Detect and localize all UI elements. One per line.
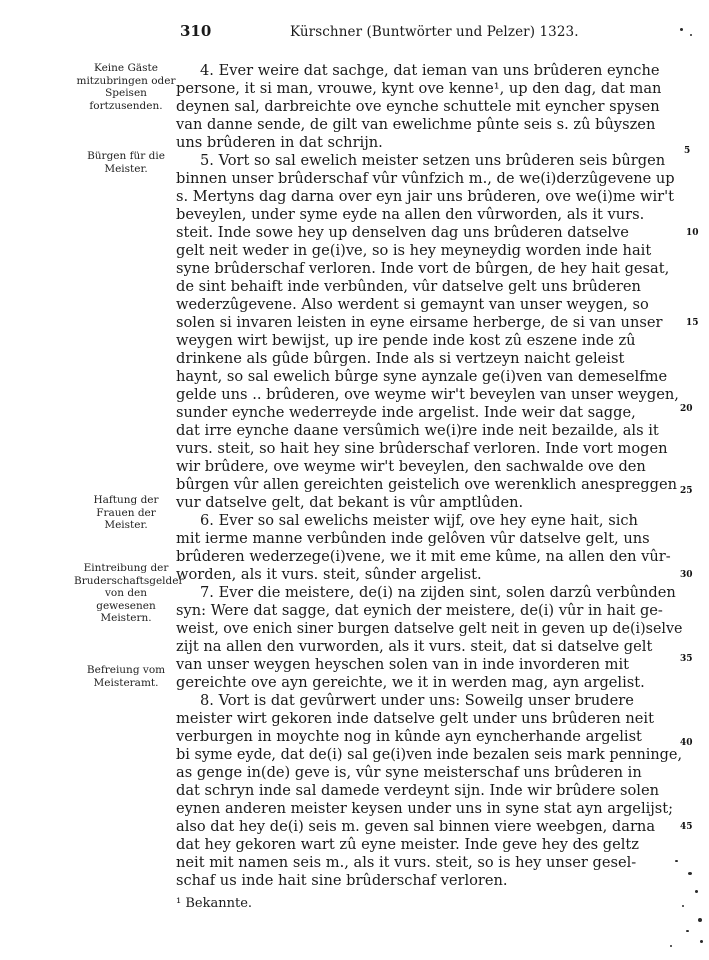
text-line: de sint behaift inde verbûnden, vûr datselve gelt uns brûderen xyxy=(176,278,641,295)
speck xyxy=(698,918,702,922)
margin-note: Befreiung vom Meisteramt. xyxy=(86,664,166,689)
speck xyxy=(688,872,692,875)
text-line: drinkene als gûde bûrgen. Inde als si vertzeyn naicht geleist xyxy=(176,350,625,367)
text-line: 5. Vort so sal ewelich meister setzen uns brûderen seis bûrgen xyxy=(200,152,666,169)
text-line: deynen sal, darbreichte ove eynche schuttele mit eyncher spysen xyxy=(176,98,660,115)
speck xyxy=(680,28,683,31)
text-line: 4. Ever weire dat sachge, dat ieman van uns brûderen eynche xyxy=(200,62,660,79)
text-line: wederzûgevene. Also werdent si gemaynt van unser weygen, so xyxy=(176,296,649,313)
page-number: 310 xyxy=(180,22,212,40)
text-line: 8. Vort is dat gevûrwert under uns: Soweilg unser brudere xyxy=(200,692,634,709)
text-line: bi syme eyde, dat de(i) sal ge(i)ven inde bezalen seis mark penninge, xyxy=(176,746,683,763)
text-line: 7. Ever die meistere, de(i) na zijden sint, solen darzû verbûnden xyxy=(200,584,676,601)
text-line: persone, it si man, vrouwe, kynt ove kenne¹, up den dag, dat man xyxy=(176,80,662,97)
speck xyxy=(675,860,678,862)
text-line: neit mit namen seis m., als it vurs. steit, so is hey unser gesel- xyxy=(176,854,637,871)
text-line: zijt na allen den vurworden, als it vurs. steit, dat si datselve gelt xyxy=(176,638,653,655)
speck xyxy=(670,945,672,947)
line-number: 25 xyxy=(680,486,693,496)
text-line: gelt neit weder in ge(i)ve, so is hey meyneydig worden inde hait xyxy=(176,242,652,259)
margin-note: Bürgen für die Meister. xyxy=(87,150,165,175)
margin-note: Keine Gäste mitzubringen oder Speisen fortzusenden. xyxy=(76,62,176,112)
line-number: 30 xyxy=(680,570,693,580)
line-number: 45 xyxy=(680,822,693,832)
text-line: dat schryn inde sal damede verdeynt sijn. Inde wir brûdere solen xyxy=(176,782,660,799)
text-line: s. Mertyns dag darna over eyn jair uns brûderen, ove we(i)me wir't xyxy=(176,188,674,205)
running-head: Kürschner (Buntwörter und Pelzer) 1323. xyxy=(290,24,579,40)
text-line: uns brûderen in dat schrijn. xyxy=(176,134,383,151)
text-line: brûderen wederzege(i)vene, we it mit eme kûme, na allen den vûr- xyxy=(176,548,671,565)
margin-note: Eintreibung der Bruderschaftsgelder von den gewesenen Meistern. xyxy=(74,562,184,624)
text-line: dat irre eynche daane versûmich we(i)re inde neit bezailde, als it xyxy=(176,422,659,439)
text-line: meister wirt gekoren inde datselve gelt under uns brûderen neit xyxy=(176,710,654,727)
text-line: gelde uns .. brûderen, ove weyme wir't beveylen van unser weygen, xyxy=(176,386,679,403)
text-line: vurs. steit, so hait hey sine brûderschaf verloren. Inde vort mogen xyxy=(176,440,668,457)
text-line: beveylen, under syme eyde na allen den vûrworden, als it vurs. xyxy=(176,206,645,223)
speck xyxy=(700,940,703,943)
speck xyxy=(695,890,698,893)
text-line: wir brûdere, ove weyme wir't beveylen, den sachwalde ove den xyxy=(176,458,646,475)
text-line: dat hey gekoren wart zû eyne meister. Inde geve hey des geltz xyxy=(176,836,639,853)
text-line: syne brûderschaf verloren. Inde vort de bûrgen, de hey hait gesat, xyxy=(176,260,670,277)
text-line: sunder eynche wederreyde inde argelist. Inde weir dat sagge, xyxy=(176,404,636,421)
text-line: steit. Inde sowe hey up denselven dag uns brûderen datselve xyxy=(176,224,629,241)
text-line: vur datselve gelt, dat bekant is vûr amptlûden. xyxy=(176,494,524,511)
text-line: haynt, so sal ewelich bûrge syne aynzale ge(i)ven van demeselfme xyxy=(176,368,668,385)
text-line: syn: Were dat sagge, dat eynich der meistere, de(i) vûr in hait ge- xyxy=(176,602,663,619)
text-line: van danne sende, de gilt van ewelichme pûnte seis s. zû bûyszen xyxy=(176,116,656,133)
speck xyxy=(686,930,689,932)
line-number: 5 xyxy=(684,146,691,156)
line-number: 20 xyxy=(680,404,693,414)
margin-note: Haftung der Frauen der Meister. xyxy=(93,494,159,531)
speck xyxy=(690,34,692,36)
text-line: weygen wirt bewijst, up ire pende inde kost zû eszene inde zû xyxy=(176,332,636,349)
line-number: 35 xyxy=(680,654,693,664)
speck xyxy=(682,905,684,907)
text-line: bûrgen vûr allen gereichten geistelich ove werenklich anespreggen xyxy=(176,476,677,493)
footnote: ¹ Bekannte. xyxy=(176,896,253,911)
text-line: schaf us inde hait sine brûderschaf verloren. xyxy=(176,872,508,889)
line-number: 10 xyxy=(686,228,699,238)
text-line: verburgen in moychte nog in kûnde ayn eyncherhande argelist xyxy=(176,728,642,745)
line-number: 15 xyxy=(686,318,699,328)
text-line: weist, ove enich siner burgen datselve gelt neit in geven up de(i)selve xyxy=(176,620,683,637)
text-line: binnen unser brûderschaf vûr vûnfzich m., de we(i)derzûgevene up xyxy=(176,170,675,187)
text-line: solen si invaren leisten in eyne eirsame herberge, de si van unser xyxy=(176,314,663,331)
text-line: van unser weygen heyschen solen van in inde invorderen mit xyxy=(176,656,629,673)
text-line: also dat hey de(i) seis m. geven sal binnen viere weebgen, darna xyxy=(176,818,656,835)
text-line: as genge in(de) geve is, vûr syne meisterschaf uns brûderen in xyxy=(176,764,642,781)
text-line: gereichte ove ayn gereichte, we it in werden mag, ayn argelist. xyxy=(176,674,645,691)
text-line: eynen anderen meister keysen under uns in syne stat ayn argelijst; xyxy=(176,800,674,817)
text-line: mit ierme manne verbûnden inde gelôven vûr datselve gelt, uns xyxy=(176,530,650,547)
line-number: 40 xyxy=(680,738,693,748)
text-line: 6. Ever so sal ewelichs meister wijf, ove hey eyne hait, sich xyxy=(200,512,638,529)
text-line: worden, als it vurs. steit, sûnder argelist. xyxy=(176,566,482,583)
